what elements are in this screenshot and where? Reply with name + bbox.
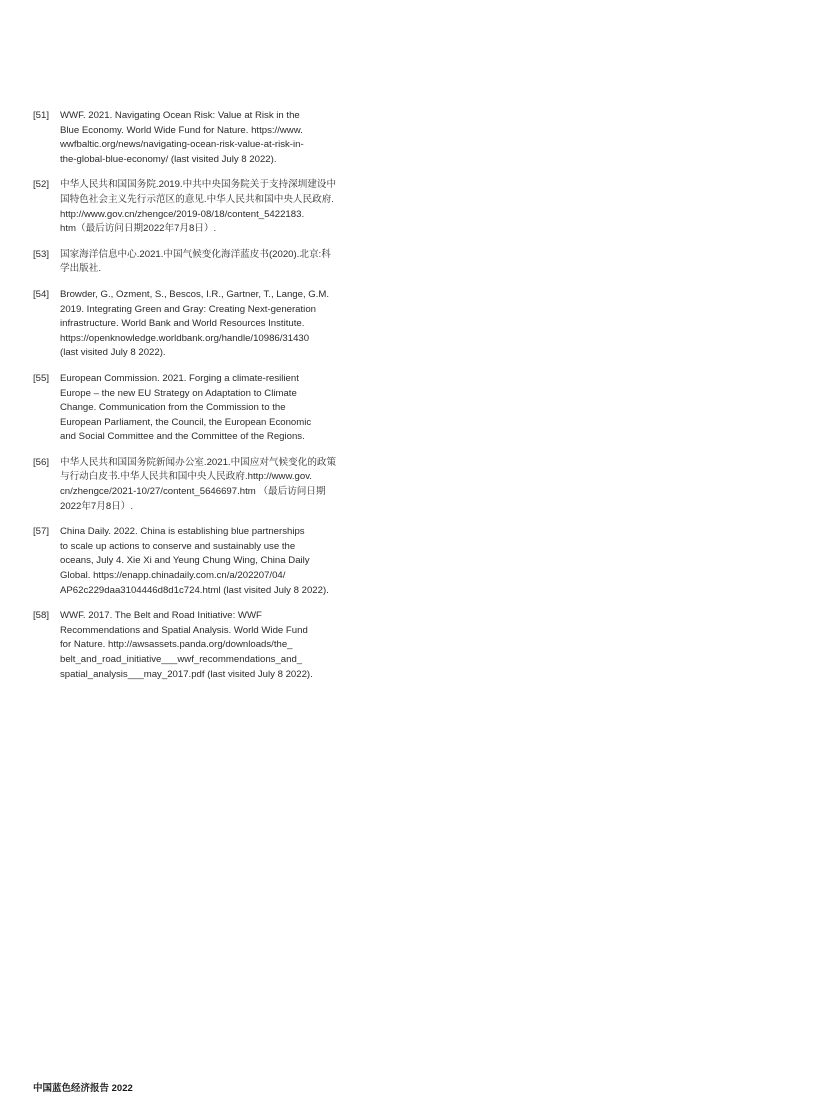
page-footer: 中国蓝色经济报告 2022 — [33, 1083, 133, 1094]
reference-line: 2019. Integrating Green and Gray: Creating Next-generation — [60, 303, 316, 315]
reference-number: [55] — [33, 372, 50, 384]
reference-line: spatial_analysis___may_2017.pdf (last visited July 8 2022). — [60, 668, 313, 680]
reference-line: WWF. 2017. The Belt and Road Initiative: WWF — [60, 610, 262, 622]
reference-line: AP62c229daa3104446d8d1c724.html (last visited July 8 2022). — [60, 584, 329, 596]
reference-line: for Nature. http://awsassets.panda.org/downloads/the_ — [60, 639, 293, 651]
reference-number: [58] — [33, 610, 50, 622]
reference-line: belt_and_road_initiative___wwf_recommendations_and_ — [60, 654, 303, 665]
reference-number: [54] — [33, 288, 50, 300]
reference-line: 学出版社. — [60, 263, 102, 275]
reference-line: Change. Communication from the Commission to the — [60, 402, 286, 414]
reference-entry — [33, 372, 355, 445]
reference-text — [60, 525, 355, 598]
reference-line: China Daily. 2022. China is establishing blue partnerships — [60, 526, 305, 538]
reference-line: Blue Economy. World Wide Fund for Nature. https://www. — [60, 124, 303, 136]
reference-text — [60, 288, 355, 361]
reference-entry — [33, 288, 355, 361]
reference-text — [60, 609, 355, 682]
reference-entry — [33, 456, 355, 514]
reference-line: http://www.gov.cn/zhengce/2019-08/18/content_5422183. — [60, 208, 305, 220]
reference-number: [56] — [33, 456, 50, 468]
reference-line: wwfbaltic.org/news/navigating-ocean-risk-value-at-risk-in- — [60, 139, 304, 151]
reference-entry — [33, 525, 355, 598]
reference-line: 中华人民共和国国务院.2019.中共中央国务院关于支持深圳建设中 — [60, 179, 337, 191]
reference-line: (last visited July 8 2022). — [60, 347, 166, 359]
reference-line: European Parliament, the Council, the European Economic — [60, 416, 312, 428]
reference-line: 与行动白皮书.中华人民共和国中央人民政府.http://www.gov. — [60, 471, 312, 483]
reference-line: oceans, July 4. Xie Xi and Yeung Chung Wing, China Daily — [60, 555, 310, 567]
reference-line: to scale up actions to conserve and sustainably use the — [60, 540, 296, 552]
reference-number: [57] — [33, 526, 50, 538]
reference-line: https://openknowledge.worldbank.org/handle/10986/31430 — [60, 332, 310, 344]
reference-line: European Commission. 2021. Forging a climate-resilient — [60, 372, 299, 384]
reference-line: Global. https://enapp.chinadaily.com.cn/a/202207/04/ — [60, 570, 286, 582]
reference-text — [60, 248, 355, 277]
reference-entry — [33, 248, 355, 277]
reference-line: Browder, G., Ozment, S., Bescos, I.R., Gartner, T., Lange, G.M. — [60, 288, 330, 300]
reference-number: [51] — [33, 110, 50, 121]
reference-line: 中华人民共和国国务院新闻办公室.2021.中国应对气候变化的政策 — [60, 456, 337, 468]
reference-number: [52] — [33, 179, 50, 191]
reference-text — [60, 456, 355, 514]
reference-list — [33, 109, 355, 693]
reference-line: 国家海洋信息中心.2021.中国气候变化海洋蓝皮书(2020).北京:科 — [60, 248, 331, 260]
reference-entry — [33, 109, 355, 167]
reference-text — [60, 109, 355, 167]
reference-entry — [33, 609, 355, 682]
reference-line: cn/zhengce/2021-10/27/content_5646697.htm （最后访问日期 — [60, 486, 326, 498]
reference-line: Recommendations and Spatial Analysis. World Wide Fund — [60, 624, 308, 636]
reference-number: [53] — [33, 248, 50, 260]
reference-line: 国特色社会主义先行示范区的意见.中华人民共和国中央人民政府. — [60, 193, 334, 205]
reference-line: WWF. 2021. Navigating Ocean Risk: Value at Risk in the — [60, 110, 300, 121]
reference-line: infrastructure. World Bank and World Resources Institute. — [60, 318, 305, 330]
reference-entry — [33, 178, 355, 236]
reference-line: the-global-blue-economy/ (last visited July 8 2022). — [60, 153, 277, 165]
reference-text — [60, 372, 355, 445]
reference-line: 2022年7月8日）. — [60, 500, 134, 512]
reference-text — [60, 178, 355, 236]
reference-line: htm（最后访问日期2022年7月8日）. — [60, 223, 217, 235]
reference-line: and Social Committee and the Committee of the Regions. — [60, 431, 305, 443]
reference-line: Europe – the new EU Strategy on Adaptation to Climate — [60, 387, 297, 399]
